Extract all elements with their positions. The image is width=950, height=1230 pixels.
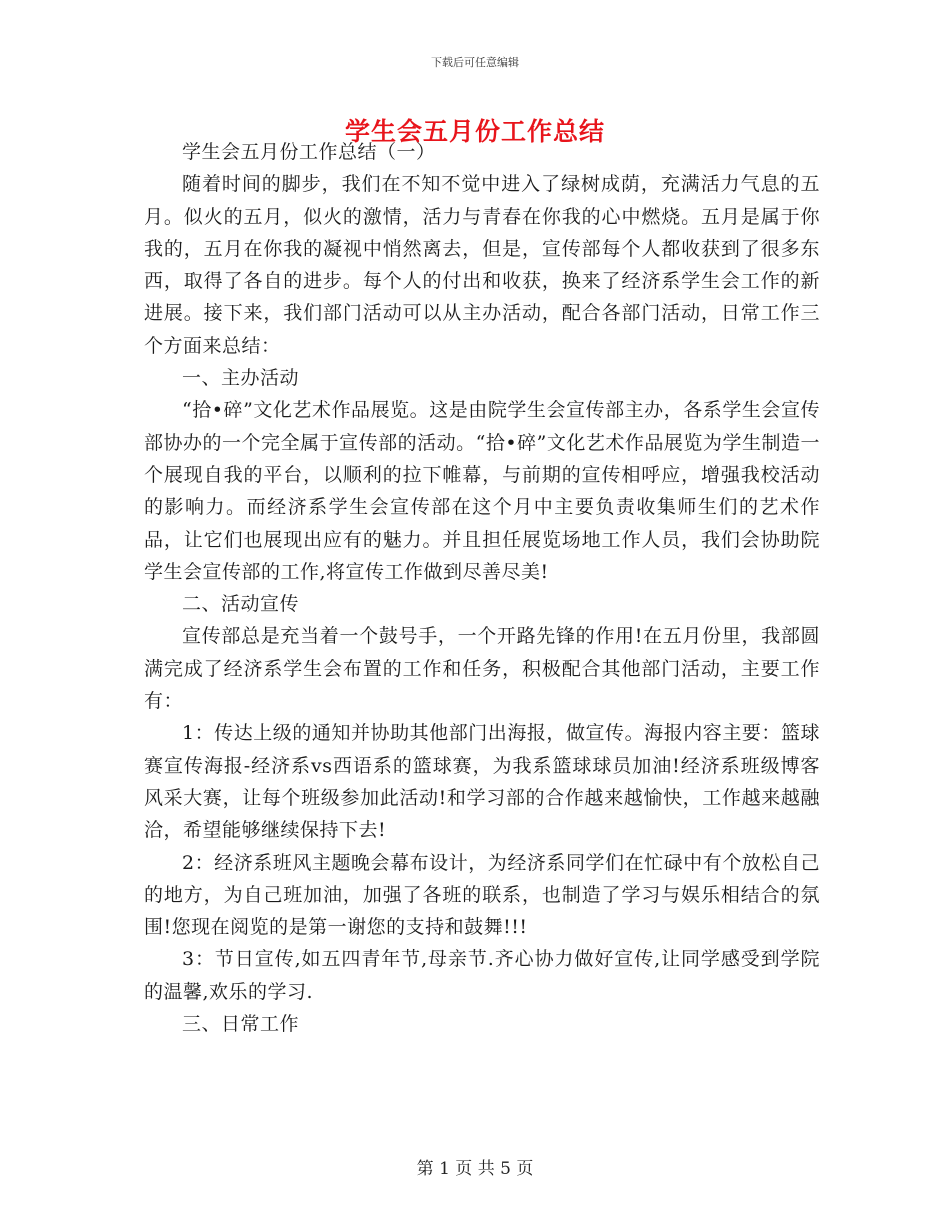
total-pages-number: 5 — [500, 1159, 511, 1179]
section-heading-2: 二、活动宣传 — [182, 593, 300, 616]
list-item-2: 2：经济系班风主题晚会幕布设计，为经济系同学们在忙碌中有个放松自己的地方，为自己班加油，加强了各班的联系，也制造了学习与娱乐相结合的氛围!您现在阅览的是第一谢您的支持和鼓舞!!! — [144, 851, 820, 939]
section-heading-1: 一、主办活动 — [182, 367, 300, 390]
current-page-number: 1 — [439, 1159, 450, 1179]
list-item-3: 3：节日宣传,如五四青年节,母亲节.齐心协力做好宣传,让同学感受到学院的温馨,欢乐的学习. — [144, 948, 820, 1003]
page-footer — [0, 1154, 950, 1179]
intro-paragraph: 随着时间的脚步，我们在不知不觉中进入了绿树成荫，充满活力气息的五月。似火的五月，似火的激情，活力与青春在你我的心中燃烧。五月是属于你我的，五月在你我的凝视中悄然离去，但是，宣传部每个人都收获到了很多东西，取得了各自的进步。每个人的付出和收获，换来了经济系学生会工作的新进展。接下来，我们部门活动可以从主办活动，配合各部门活动，日常工作三个方面来总结： — [144, 173, 820, 357]
header-note: 下载后可任意编辑 — [431, 56, 519, 69]
section-2-paragraph: 宣传部总是充当着一个鼓号手，一个开路先锋的作用!在五月份里，我部圆满完成了经济系学生会布置的工作和任务，积极配合其他部门活动，主要工作有： — [144, 625, 820, 713]
page-label-suffix: 页 — [516, 1159, 534, 1179]
subtitle-paragraph: 学生会五月份工作总结（一） — [182, 141, 436, 163]
page-label-mid2: 共 — [477, 1159, 495, 1179]
page-label-mid1: 页 — [455, 1159, 473, 1179]
document-body — [144, 136, 820, 1040]
section-1-paragraph: “拾•碎”文化艺术作品展览。这是由院学生会宣传部主办，各系学生会宣传部协办的一个完全属于宣传部的活动。“拾•碎”文化艺术作品展览为学生制造一个展现自我的平台，以顺利的拉下帷幕，与前期的宣传相呼应，增强我校活动的影响力。而经济系学生会宣传部在这个月中主要负责收集师生们的艺术作品，让它们也展现出应有的魅力。并且担任展览场地工作人员，我们会协助院学生会宣传部的工作,将宣传工作做到尽善尽美! — [144, 399, 820, 583]
page-label-prefix: 第 — [416, 1159, 434, 1179]
list-item-1: 1：传达上级的通知并协助其他部门出海报，做宣传。海报内容主要：篮球赛宣传海报-经济系vs西语系的篮球赛，为我系篮球球员加油!经济系班级博客风采大赛，让每个班级参加此活动!和学习部的合作越来越愉快，工作越来越融洽，希望能够继续保持下去! — [144, 722, 820, 842]
section-heading-3: 三、日常工作 — [182, 1013, 300, 1036]
document-title: 学生会五月份工作总结 — [344, 117, 605, 146]
